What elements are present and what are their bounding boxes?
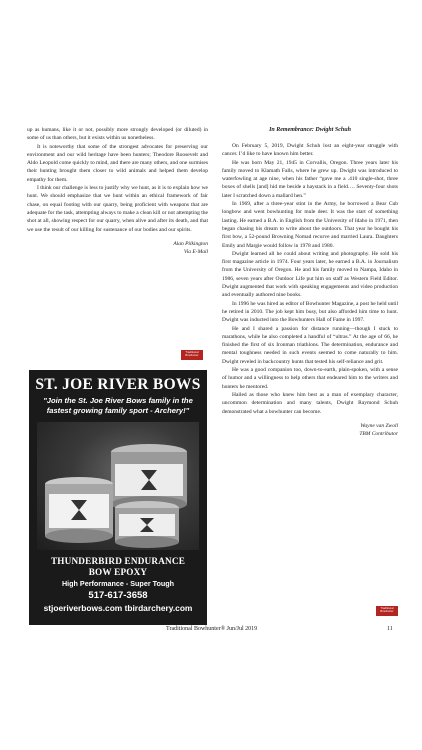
article-paragraph: On February 5, 2019, Dwight Schuh lost an eight-year struggle with cancer. I’d like to have known him better. <box>222 143 398 158</box>
page-number: 11 <box>387 626 393 632</box>
ad-tagline: "Join the St. Joe River Bows family in the fastest growing family sport - Archery!" <box>43 396 193 415</box>
product-line-1: THUNDERBIRD ENDURANCE <box>50 556 186 566</box>
footer-publication: Traditional Bowhunter® Jun/Jul 2019 <box>166 626 258 632</box>
ad-websites[interactable]: stjoeriverbows.com tbirdarchery.com <box>43 603 193 613</box>
product-line-2: BOW EPOXY <box>88 567 148 577</box>
letter-paragraph: It is noteworthy that some of the strongest advocates for preserving our environment and our wild heritage have been hunters; Theodore Roosevelt and Aldo Leopold come quickly to mind, and there are many others, and one surmises their hunting brought them closer to wild animals and helped them develop empathy for them. <box>27 143 208 183</box>
signature-role: TBM Contributor <box>359 431 398 437</box>
letter-column <box>27 126 208 256</box>
letter-signature <box>27 240 208 256</box>
article-paragraph: In 1996 he was hired as editor of Bowhunter Magazine, a post he held until he retired in 2010. The job kept him busy, but also afforded him time to hunt. Dwight was inducted into the Bowhunters Hall of Fame in 1997. <box>222 300 398 324</box>
st-joe-river-bows-ad[interactable] <box>29 370 207 625</box>
signature-name: Alan Pilkington <box>173 240 208 247</box>
signature-via: Via E-Mail <box>183 249 208 256</box>
ad-spec: High Performance - Super Tough <box>61 579 175 588</box>
ad-title: ST. JOE RIVER BOWS <box>35 376 201 393</box>
end-mark-logo: Traditional Bowhunter <box>181 350 203 360</box>
epoxy-cans-illustration <box>37 422 199 550</box>
letter-paragraph: up as humans, like it or not, possibly more strongly developed (or diluted) in some of us than others, but it exists within us nonetheless. <box>27 127 208 142</box>
end-mark-logo: Traditional Bowhunter <box>376 606 398 616</box>
article-paragraph: Hailed as those who knew him best as a man of exemplary character, uncommon determination and many talents, Dwight Raymond Schuh demonstrated what a bowhunter can become. <box>222 391 398 415</box>
article-paragraph: He was born May 21, 1945 in Corvallis, Oregon. Three years later his family moved to Klamath Falls, where he grew up. Dwight was introduced to waterfowling at age nine, when his father “gave me a .410 single-shot, three boxes of shells [and] hid me beside a haystack in a field…. Seventy-four shots later I scratched down a mallard hen.” <box>222 159 398 199</box>
article-paragraph: Dwight learned all he could about writing and photography. He sold his first magazine article in 1974. Four years later, he earned a B.A. in Journalism from the University of Oregon. He and his family moved to Nampa, Idaho in 1986, seven years after Outdoor Life put him on staff as Western Field Editor. Dwight augmented that work with speaking engagements and video production and eventually authored nine books. <box>222 250 398 299</box>
article-paragraph: He was a good companion too, down-to-earth, plain-spoken, with a sense of humor and a willingness to help others that endeared him to the writers and hunters he mentored. <box>222 367 398 390</box>
signature-name: Wayne van Zwoll <box>360 422 398 429</box>
article-paragraph: In 1969, after a three-year stint in the Army, he borrowed a Bear Cub longbow and went bowhunting for mule deer. It was the start of something lasting. He earned a B.A. in English from the University of Idaho in 1971, then began chasing his dream to write about the outdoors. That year he bought his first bow, a 52-pound Browning Nomad recurve and married Laura. Daughters Emily and Margie would follow in 1978 and 1980. <box>222 201 398 249</box>
ad-phone[interactable]: 517-617-3658 <box>88 590 148 601</box>
epoxy-cans-photo <box>37 422 199 550</box>
article-paragraph: He and I shared a passion for distance running—though I stuck to marathons, while he also completed a handful of “ultras.” At the age of 66, he finished the first of six Ironman triathlons. The determination, endurance and mental toughness needed in such events seemed to come naturally to him. Dwight reveled in backcountry hunts that tested his self-reliance and grit. <box>222 325 398 365</box>
letter-paragraph: I think our challenge is less to justify why we hunt, as it is to explain how we hunt. We should emphasize that we hunt within an ethical framework of fair chase, on equal footing with our quarry, being proficient with weapons that are adequate for the task, attempting always to make a clean kill or not attempting the shot at all, showing respect for our quarry, when alive and after its death, and that we use the result of our killing for sustenance of our bodies and our spirits. <box>27 185 208 233</box>
ad-product-name <box>29 556 207 578</box>
article-title: In Remembrance: Dwight Schuh <box>269 127 351 133</box>
article-signature <box>222 422 398 438</box>
remembrance-column <box>222 126 398 438</box>
